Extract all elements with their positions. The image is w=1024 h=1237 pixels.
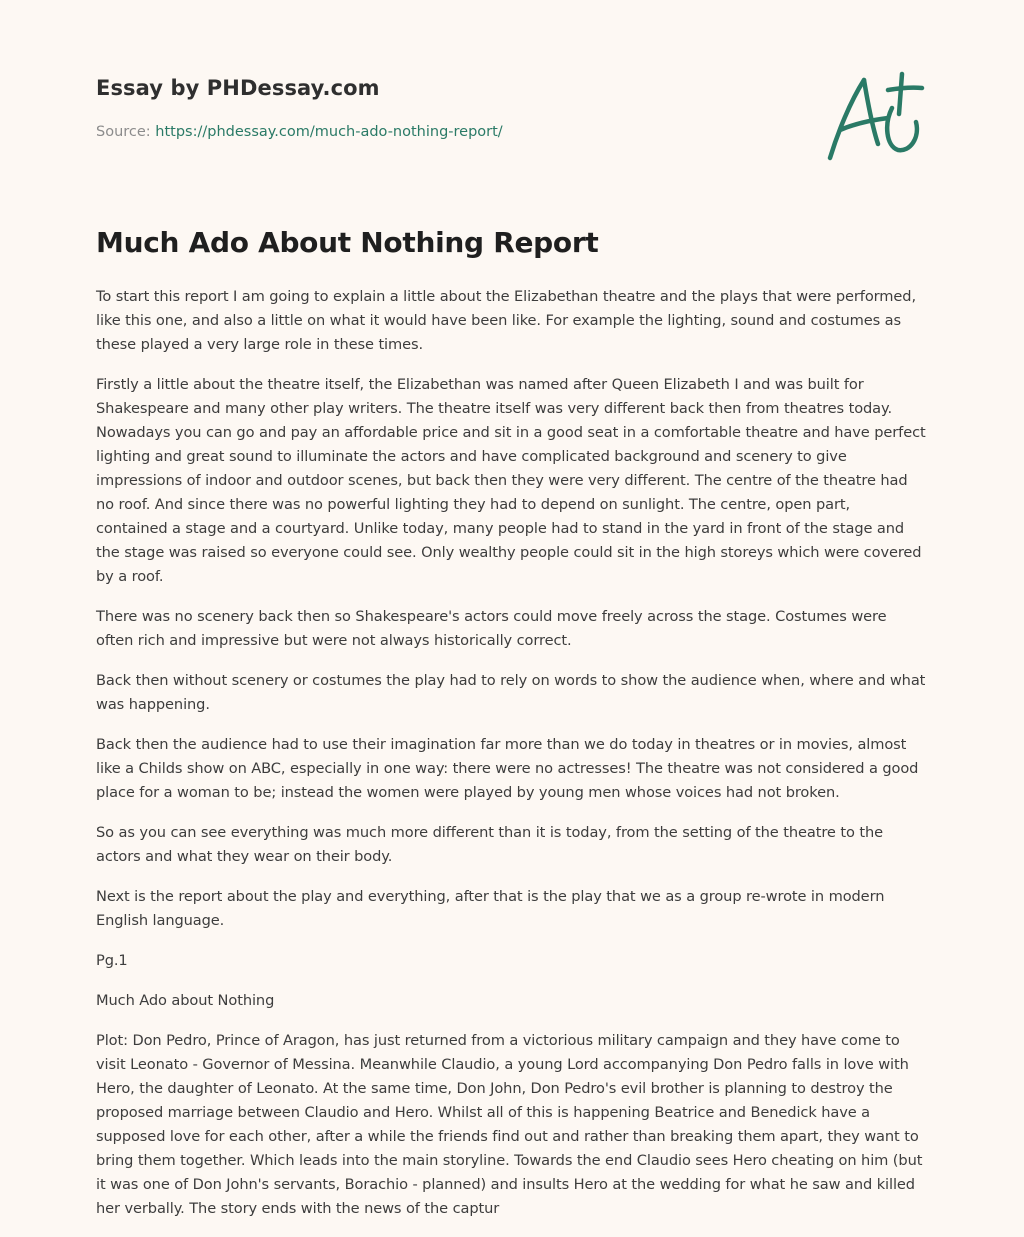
paragraph: Much Ado about Nothing bbox=[96, 992, 275, 1009]
article-body bbox=[96, 285, 926, 1237]
paragraph: Back then the audience had to use their imagination far more than we do today in theatres or in movies, almost like a Childs show on ABC, especially in one way: there were no actresses! The theatre was not considered a good place for a woman to be; instead the women were played by young men whose voices had not broken. bbox=[96, 736, 919, 801]
source-link[interactable]: https://phdessay.com/much-ado-nothing-report/ bbox=[155, 124, 503, 140]
paragraph: Next is the report about the play and everything, after that is the play that we as a group re-wrote in modern English language. bbox=[96, 888, 885, 929]
paragraph: So as you can see everything was much more different than it is today, from the setting of the theatre to the actors and what they wear on their body. bbox=[96, 824, 883, 865]
source-line bbox=[96, 124, 503, 140]
paragraph: Plot: Don Pedro, Prince of Aragon, has just returned from a victorious military campaign and they have come to visit Leonato - Governor of Messina. Meanwhile Claudio, a young Lord accompanying Don Pedro falls in love with Hero, the daughter of Leonato. At the same time, Don John, Don Pedro's evil brother is planning to destroy the proposed marriage between Claudio and Hero. Whilst all of this is happening Beatrice and Benedick have a supposed love for each other, after a while the friends find out and rather than breaking them apart, they want to bring them together. Which leads into the main storyline. Towards the end Claudio sees Hero cheating on him (but it was one of Don John's servants, Borachio - planned) and insults Hero at the wedding for what he saw and killed her verbally. The story ends with the news of the captur bbox=[96, 1032, 923, 1217]
paragraph: Back then without scenery or costumes the play had to rely on words to show the audience when, where and what was happening. bbox=[96, 672, 926, 713]
a-plus-logo-icon bbox=[822, 68, 926, 164]
paragraph: Pg.1 bbox=[96, 952, 128, 969]
paragraph: To start this report I am going to explain a little about the Elizabethan theatre and the plays that were performed, like this one, and also a little on what it would have been like. For example the lighting, sound and costumes as these played a very large role in these times. bbox=[96, 288, 916, 353]
paragraph: Firstly a little about the theatre itself, the Elizabethan was named after Queen Elizabeth I and was built for Shakespeare and many other play writers. The theatre itself was very different back then from theatres today. Nowadays you can go and pay an affordable price and sit in a good seat in a comfortable theatre and have perfect lighting and great sound to illuminate the actors and have complicated background and scenery to give impressions of indoor and outdoor scenes, but back then they were very different. The centre of the theatre had no roof. And since there was no powerful lighting they had to depend on sunlight. The centre, open part, contained a stage and a courtyard. Unlike today, many people had to stand in the yard in front of the stage and the stage was raised so everyone could see. Only wealthy people could sit in the high storeys which were covered by a roof. bbox=[96, 376, 926, 585]
site-brand: Essay by PHDessay.com bbox=[96, 76, 380, 100]
page-title: Much Ado About Nothing Report bbox=[96, 226, 599, 259]
paragraph: There was no scenery back then so Shakespeare's actors could move freely across the stage. Costumes were often rich and impressive but were not always historically correct. bbox=[96, 608, 887, 649]
source-label: Source: bbox=[96, 124, 156, 140]
